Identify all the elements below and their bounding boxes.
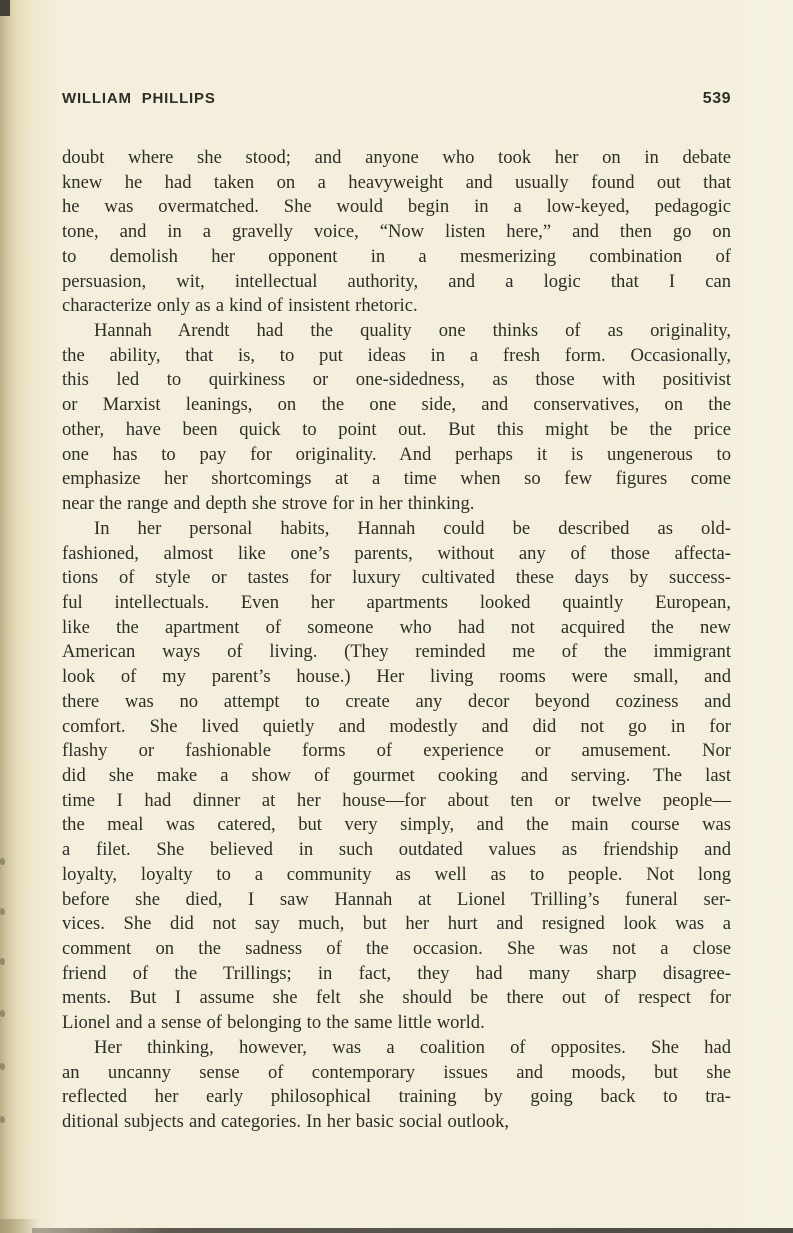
scan-corner-artifact <box>0 0 10 16</box>
text-line-p3-12: time I had dinner at her house—for about ten or twelve people— <box>62 789 731 811</box>
text-line-p1-5: to demolish her opponent in a mesmerizing combination of <box>62 245 731 267</box>
text-line-p1-6: persuasion, wit, intellectual authority, and a logic that I can <box>62 270 731 292</box>
scan-speck <box>0 1063 5 1070</box>
text-line-p3-21: Lionel and a sense of belonging to the same little world. <box>62 1012 485 1034</box>
text-line-p3-3: tions of style or tastes for luxury cultivated these days by success- <box>62 567 731 589</box>
text-line-p2-2: the ability, that is, to put ideas in a fresh form. Occasionally, <box>62 344 731 366</box>
text-line-p3-2: fashioned, almost like one’s parents, without any of those affecta- <box>62 542 731 564</box>
text-line-p3-17: vices. She did not say much, but her hurt and resigned look was a <box>62 913 731 935</box>
text-line-p2-7: emphasize her shortcomings at a time when so few figures come <box>62 468 731 490</box>
text-line-p4-4: ditional subjects and categories. In her basic social outlook, <box>62 1111 510 1133</box>
scan-speck <box>0 858 5 865</box>
scan-speck <box>0 1010 5 1017</box>
text-line-p3-18: comment on the sadness of the occasion. She was not a close <box>62 938 731 959</box>
text-line-p3-6: American ways of living. (They reminded me of the immigrant <box>62 641 731 663</box>
text-line-p3-7: look of my parent’s house.) Her living rooms were small, and <box>62 666 731 688</box>
text-line-p4-1: Her thinking, however, was a coalition of opposites. She had <box>94 1036 731 1058</box>
scan-bottom-edge <box>32 1228 793 1233</box>
text-line-p3-11: did she make a show of gourmet cooking and serving. The last <box>62 764 731 786</box>
text-line-p1-2: knew he had taken on a heavyweight and usually found out that <box>62 171 731 193</box>
text-line-p1-4: tone, and in a gravelly voice, “Now listen here,” and then go on <box>62 221 731 243</box>
text-line-p3-14: a filet. She believed in such outdated values as friendship and <box>62 839 731 861</box>
page-header <box>62 90 731 108</box>
text-line-p1-1: doubt where she stood; and anyone who took her on in debate <box>62 147 731 168</box>
text-line-p2-5: other, have been quick to point out. But this might be the price <box>62 418 731 440</box>
text-line-p2-6: one has to pay for originality. And perhaps it is ungenerous to <box>62 443 731 465</box>
text-line-p2-8: near the range and depth she strove for in her thinking. <box>62 493 475 515</box>
body-text <box>62 146 731 1135</box>
scan-speck <box>0 908 5 915</box>
text-line-p3-1: In her personal habits, Hannah could be described as old- <box>94 517 731 539</box>
page-number: 539 <box>702 90 731 107</box>
text-line-p3-5: like the apartment of someone who had not acquired the new <box>62 616 731 638</box>
text-line-p3-4: ful intellectuals. Even her apartments looked quaintly European, <box>62 591 731 613</box>
text-line-p3-8: there was no attempt to create any decor beyond coziness and <box>62 690 731 712</box>
text-line-p3-13: the meal was catered, but very simply, and the main course was <box>62 814 731 836</box>
scan-speck <box>0 958 5 965</box>
text-line-p3-10: flashy or fashionable forms of experience or amusement. Nor <box>62 740 731 762</box>
text-line-p2-4: or Marxist leanings, on the one side, and conservatives, on the <box>62 394 731 416</box>
running-header-author: WILLIAM PHILLIPS <box>62 90 216 107</box>
text-line-p3-16: before she died, I saw Hannah at Lionel Trilling’s funeral ser- <box>62 888 731 910</box>
text-line-p1-3: he was overmatched. She would begin in a low-keyed, pedagogic <box>62 196 731 218</box>
text-line-p2-3: this led to quirkiness or one-sidedness, as those with positivist <box>62 369 731 391</box>
text-line-p3-20: ments. But I assume she felt she should be there out of respect for <box>62 987 731 1009</box>
text-line-p4-3: reflected her early philosophical training by going back to tra- <box>62 1086 731 1108</box>
text-line-p2-1: Hannah Arendt had the quality one thinks of as originality, <box>94 320 731 342</box>
scan-speck <box>0 1116 5 1123</box>
text-line-p4-2: an uncanny sense of contemporary issues and moods, but she <box>62 1061 731 1083</box>
text-line-p3-15: loyalty, loyalty to a community as well as to people. Not long <box>62 863 731 885</box>
text-line-p3-19: friend of the Trillings; in fact, they had many sharp disagree- <box>62 962 731 984</box>
text-line-p3-9: comfort. She lived quietly and modestly and did not go in for <box>62 715 731 737</box>
text-line-p1-7: characterize only as a kind of insistent rhetoric. <box>62 295 418 317</box>
